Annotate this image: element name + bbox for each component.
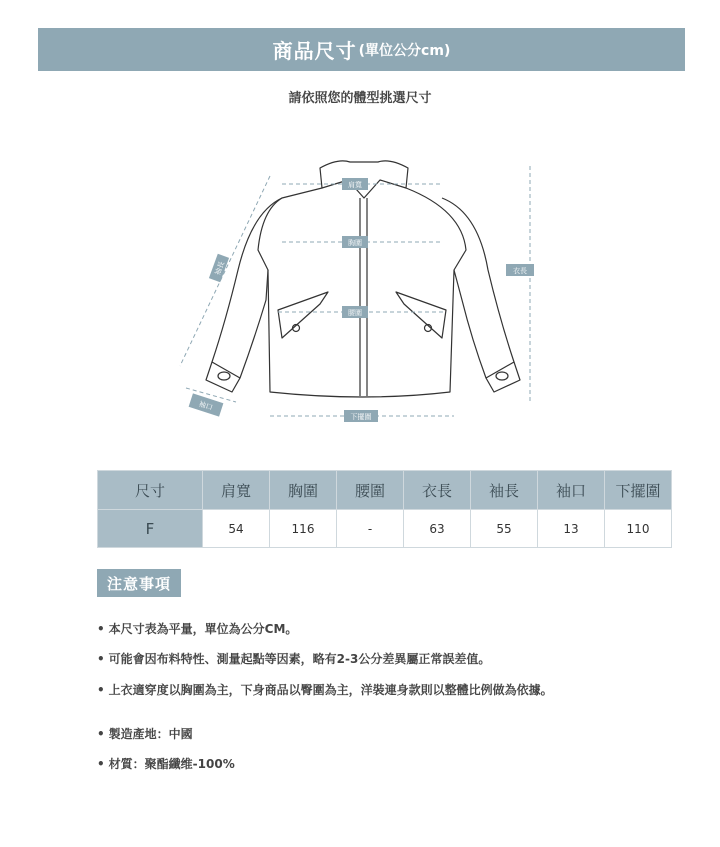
note-text: 本尺寸表為平量，單位為公分CM。 bbox=[108, 622, 298, 636]
waist-label: 腰圍 bbox=[348, 309, 362, 317]
cell-chest: 116 bbox=[270, 510, 337, 548]
cell-cuff: 13 bbox=[538, 510, 605, 548]
header-hem: 下擺圍 bbox=[605, 471, 672, 510]
header-length: 衣長 bbox=[404, 471, 471, 510]
title-banner bbox=[38, 28, 685, 71]
header-shoulder: 肩寬 bbox=[203, 471, 270, 510]
shoulder-label: 肩寬 bbox=[348, 181, 362, 189]
hem-label: 下擺圍 bbox=[350, 413, 372, 421]
jacket-body bbox=[258, 188, 466, 397]
right-cuff bbox=[486, 362, 520, 392]
table-row bbox=[98, 510, 672, 548]
note-item: • 上衣適穿度以胸圍為主，下身商品以臀圍為主，洋裝連身款則以整體比例做為依據。 bbox=[97, 683, 553, 697]
right-sleeve bbox=[442, 198, 514, 378]
note-item: • 本尺寸表為平量，單位為公分CM。 bbox=[97, 622, 298, 636]
header-waist: 腰圍 bbox=[337, 471, 404, 510]
cell-size: F bbox=[98, 510, 203, 548]
sleeve-measure-line bbox=[180, 176, 270, 366]
page-title-unit: (單位公分cm) bbox=[358, 42, 451, 59]
chest-label: 胸圍 bbox=[348, 239, 362, 247]
cuff-label: 袖口 bbox=[197, 399, 214, 412]
header-chest: 胸圍 bbox=[270, 471, 337, 510]
page-title: 商品尺寸 bbox=[272, 39, 357, 63]
cell-shoulder: 54 bbox=[203, 510, 270, 548]
cell-length: 63 bbox=[404, 510, 471, 548]
left-pocket-flap bbox=[278, 292, 328, 338]
cell-sleeve: 55 bbox=[471, 510, 538, 548]
header-sleeve: 袖長 bbox=[471, 471, 538, 510]
length-label: 衣長 bbox=[513, 267, 527, 275]
sleeve-label: 袖長 bbox=[213, 260, 227, 277]
size-guide-subtitle: 請依照您的體型挑選尺寸 bbox=[288, 91, 432, 106]
size-table-header-row bbox=[98, 471, 672, 510]
notes-title: 注意事項 bbox=[97, 569, 181, 597]
note-text: 可能會因布料特性、測量起點等因素，略有2-3公分差異屬正常誤差值。 bbox=[108, 652, 491, 666]
cell-waist: - bbox=[337, 510, 404, 548]
material-text: 材質：聚酯纖维-100% bbox=[108, 757, 235, 771]
left-cuff-button bbox=[218, 372, 230, 380]
size-table bbox=[97, 470, 672, 548]
note-item: • 可能會因布料特性、測量起點等因素，略有2-3公分差異屬正常誤差值。 bbox=[97, 652, 491, 666]
cell-hem: 110 bbox=[605, 510, 672, 548]
zipper bbox=[360, 198, 367, 396]
left-sleeve bbox=[212, 198, 282, 378]
material-item: • 材質：聚酯纖维-100% bbox=[97, 757, 235, 771]
note-text: 上衣適穿度以胸圍為主，下身商品以臀圍為主，洋裝連身款則以整體比例做為依據。 bbox=[108, 683, 553, 697]
right-cuff-button bbox=[496, 372, 508, 380]
right-pocket-flap bbox=[396, 292, 446, 338]
jacket-measurement-diagram bbox=[170, 140, 570, 440]
header-cuff: 袖口 bbox=[538, 471, 605, 510]
header-size: 尺寸 bbox=[98, 471, 203, 510]
left-cuff bbox=[206, 362, 240, 392]
origin-item: • 製造產地：中國 bbox=[97, 727, 193, 741]
origin-text: 製造產地：中國 bbox=[108, 727, 193, 741]
